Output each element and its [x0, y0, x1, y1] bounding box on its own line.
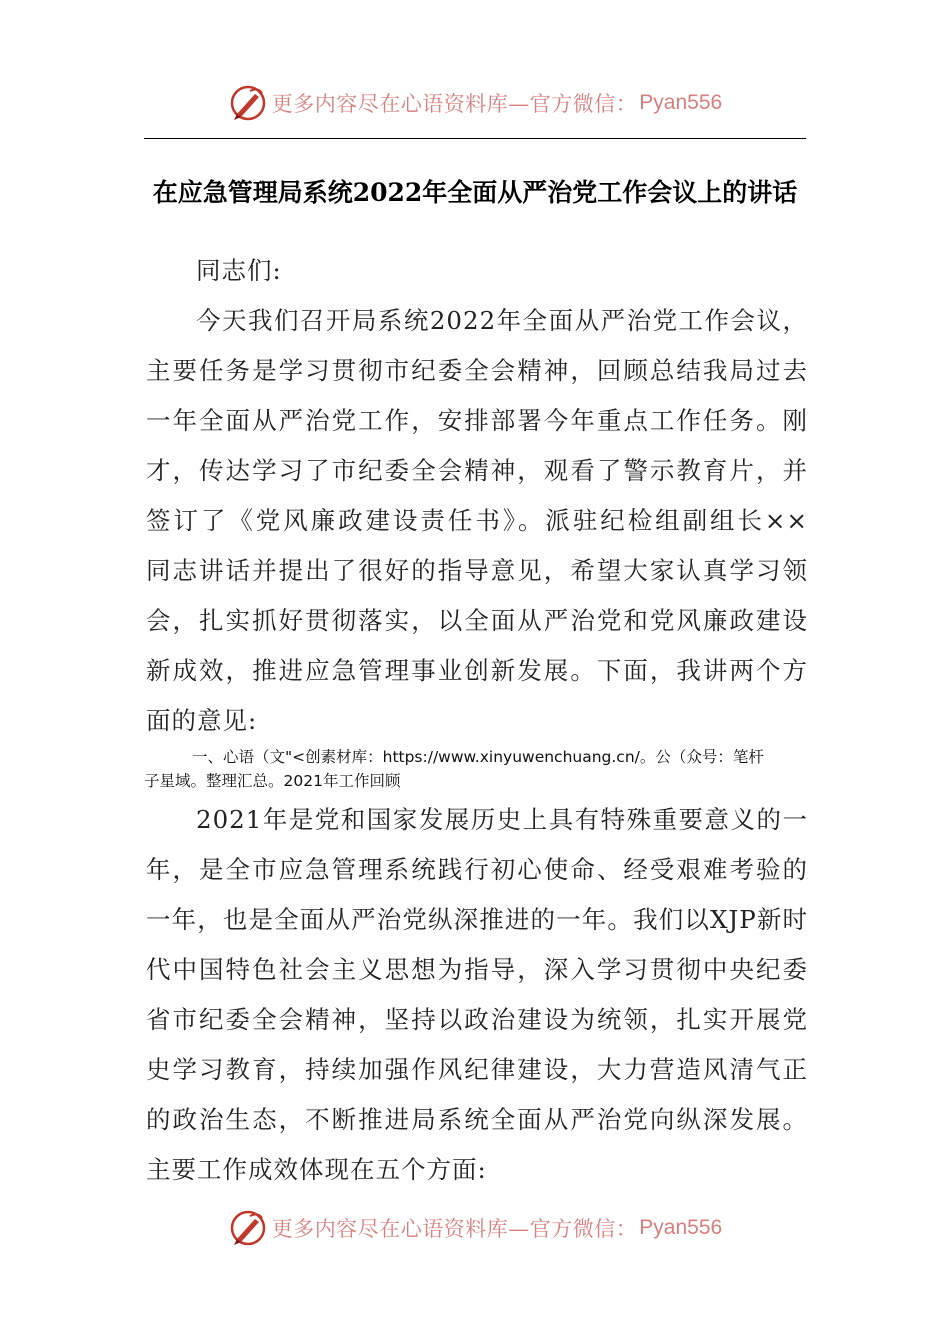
- pen-logo-icon: [228, 1208, 268, 1248]
- pen-logo-icon: [228, 83, 268, 123]
- paragraph-line: 才，传达学习了市纪委全会精神，观看了警示教育片，并: [146, 456, 808, 485]
- paragraph-line: 会，扎实抓好贯彻落实，以全面从严治党和党风廉政建设: [146, 606, 808, 635]
- paragraph-review: [146, 795, 808, 1195]
- banner-wechat: Pyan556: [639, 1216, 723, 1239]
- paragraph-line: 2021年是党和国家发展历史上具有特殊重要意义的一: [196, 805, 808, 834]
- paragraph-line: 同志讲话并提出了很好的指导意见，希望大家认真学习领: [146, 556, 808, 585]
- paragraph-line: 代中国特色社会主义思想为指导，深入学习贯彻中央纪委: [146, 955, 808, 984]
- paragraph-line: 签订了《党风廉政建设责任书》。派驻纪检组副组长××: [146, 506, 808, 535]
- document-title: 在应急管理局系统2022年全面从严治党工作会议上的讲话: [152, 178, 798, 207]
- paragraph-line: 今天我们召开局系统2022年全面从严治党工作会议，: [196, 306, 808, 335]
- paragraph-line: 史学习教育，持续加强作风纪律建设，大力营造风清气正: [146, 1055, 808, 1084]
- note-line: 一、心语（文"<创素材库：https://www.xinyuwenchuang.cn/。公（众号：笔杆: [192, 748, 764, 766]
- paragraph-line: 主要工作成效体现在五个方面:: [146, 1155, 487, 1184]
- paragraph-line: 主要任务是学习贯彻市纪委全会精神，回顾总结我局过去: [146, 356, 808, 385]
- header-banner: [0, 78, 950, 128]
- paragraph-line: 的政治生态，不断推进局系统全面从严治党向纵深发展。: [146, 1105, 808, 1134]
- note-line: 子星域。整理汇总。2021年工作回顾: [144, 772, 401, 790]
- section-heading-note: [144, 745, 808, 793]
- banner-text: 更多内容尽在心语资料库—官方微信：: [271, 92, 638, 116]
- banner-text: 更多内容尽在心语资料库—官方微信：: [271, 1217, 638, 1241]
- header-rule: [144, 138, 806, 139]
- paragraph-intro: [146, 296, 808, 746]
- salutation: [146, 246, 808, 296]
- paragraph-line: 新成效，推进应急管理事业创新发展。下面，我讲两个方: [146, 656, 808, 685]
- salutation-line: 同志们:: [196, 256, 282, 285]
- paragraph-line: 一年全面从严治党工作，安排部署今年重点工作任务。刚: [146, 406, 808, 435]
- paragraph-line: 一年，也是全面从严治党纵深推进的一年。我们以XJP新时: [146, 905, 808, 934]
- paragraph-line: 面的意见:: [146, 706, 258, 735]
- banner-wechat: Pyan556: [639, 91, 723, 114]
- footer-banner: [0, 1203, 950, 1253]
- paragraph-line: 年，是全市应急管理系统践行初心使命、经受艰难考验的: [146, 855, 808, 884]
- paragraph-line: 省市纪委全会精神，坚持以政治建设为统领，扎实开展党: [146, 1005, 808, 1034]
